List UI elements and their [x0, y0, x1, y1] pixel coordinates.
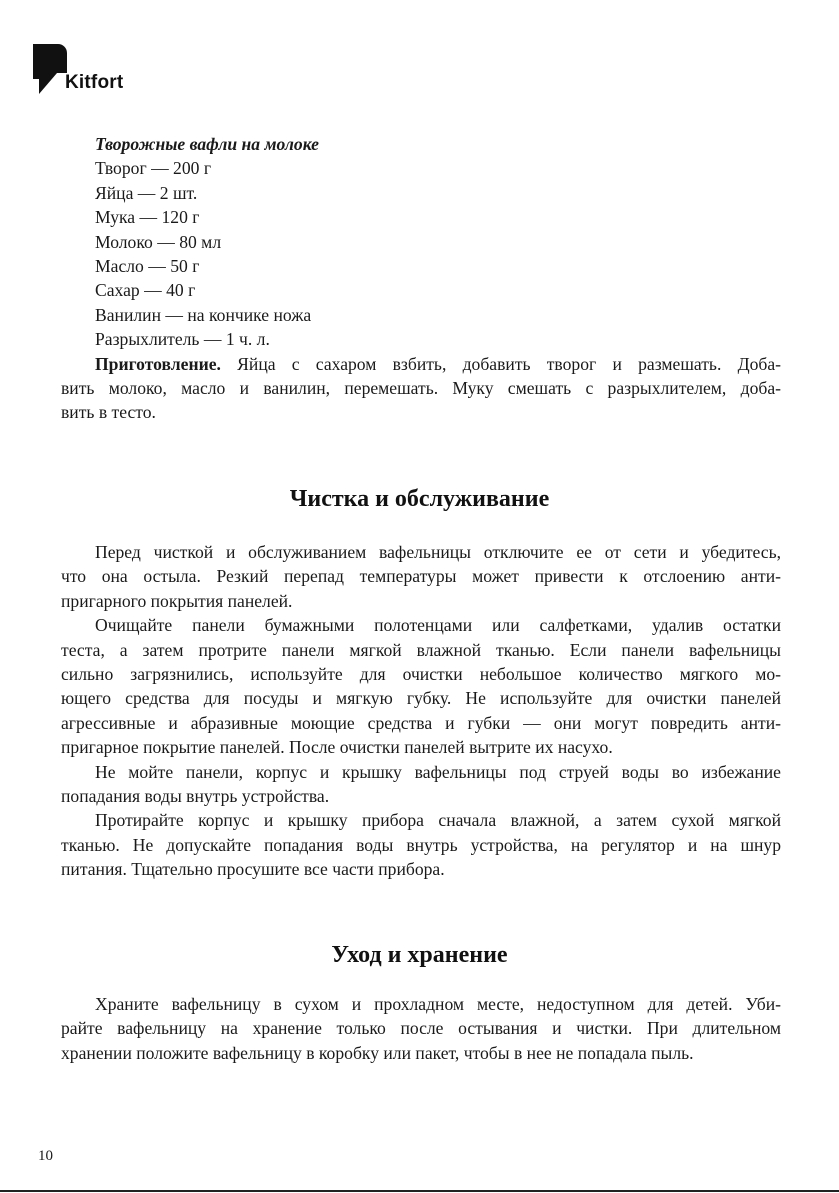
text-line: райте вафельницу на хранение только после остывания и чистки. При длительном — [61, 1018, 781, 1039]
ingredient-item: Яйца — 2 шт. — [95, 182, 198, 203]
cleaning-paragraph — [61, 760, 781, 809]
text-line: что она остыла. Резкий перепад температуры может привести к отслоению анти- — [61, 566, 781, 587]
storage-section — [61, 992, 781, 1065]
ingredient-item: Мука — 120 г — [95, 207, 200, 228]
text-line: ющего средства для посуды и мягкую губку. Не используйте для очистки панелей — [61, 688, 781, 709]
text-line: хранении положите вафельницу в коробку или пакет, чтобы в нее не попадала пыль. — [61, 1042, 694, 1063]
cleaning-paragraph — [61, 613, 781, 759]
page-number: 10 — [38, 1148, 53, 1164]
kitfort-logo-icon — [33, 44, 67, 94]
method-line: вить в тесто. — [61, 402, 156, 423]
text-line: Перед чисткой и обслуживанием вафельницы отключите ее от сети и убедитесь, — [95, 542, 781, 562]
text-line: Протирайте корпус и крышку прибора сначала влажной, а затем сухой мягкой — [95, 810, 781, 831]
text-line: тканью. Не допускайте попадания воды внутрь устройства, на регулятор и на шнур — [61, 834, 781, 855]
method-label: Приготовление. — [95, 353, 221, 374]
method-paragraph — [61, 352, 781, 425]
text-line: попадания воды внутрь устройства. — [61, 786, 330, 807]
text-line: пригарное покрытие панелей. После очистки панелей вытрите их насухо. — [61, 737, 613, 758]
cleaning-heading: Чистка и обслуживание — [289, 486, 550, 512]
text-line: Храните вафельницу в сухом и прохладном месте, недоступном для детей. Уби- — [95, 994, 781, 1014]
text-line: агрессивные и абразивные моющие средства и губки — они могут повредить анти- — [61, 712, 781, 733]
storage-heading: Уход и хранение — [331, 942, 508, 968]
text-line: сильно загрязнились, используйте для очистки небольшое количество мягкого мо- — [61, 664, 781, 685]
ingredient-item: Молоко — 80 мл — [95, 231, 222, 252]
method-line — [61, 352, 781, 376]
ingredient-list — [61, 156, 781, 351]
brand-name: Kitfort — [65, 72, 124, 93]
recipe-section — [61, 132, 781, 425]
ingredient-item: Разрыхлитель — 1 ч. л. — [95, 329, 270, 350]
ingredient-item: Ванилин — на кончике ножа — [95, 304, 312, 325]
cleaning-section — [61, 540, 781, 882]
cleaning-paragraph — [61, 808, 781, 881]
cleaning-paragraph — [61, 540, 781, 613]
text-line: Не мойте панели, корпус и крышку вафельницы под струей воды во избежание — [95, 761, 781, 782]
text-line: теста, а затем протрите панели мягкой влажной тканью. Если панели вафельницы — [61, 639, 781, 660]
text-line: питания. Тщательно просушите все части прибора. — [61, 859, 445, 880]
ingredient-item: Сахар — 40 г — [95, 280, 196, 301]
ingredient-item: Масло — 50 г — [95, 256, 200, 277]
text-line: Очищайте панели бумажными полотенцами или салфетками, удалив остатки — [95, 615, 781, 636]
ingredient-item: Творог — 200 г — [95, 158, 212, 179]
recipe-title: Творожные вафли на молоке — [95, 134, 319, 154]
method-text: Яйца с сахаром взбить, добавить творог и размешать. Доба- — [237, 353, 781, 374]
method-line: вить молоко, масло и ванилин, перемешать. Муку смешать с разрыхлителем, доба- — [61, 378, 781, 399]
storage-paragraph — [61, 992, 781, 1065]
bottom-border — [0, 1190, 839, 1192]
text-line: пригарного покрытия панелей. — [61, 590, 293, 611]
